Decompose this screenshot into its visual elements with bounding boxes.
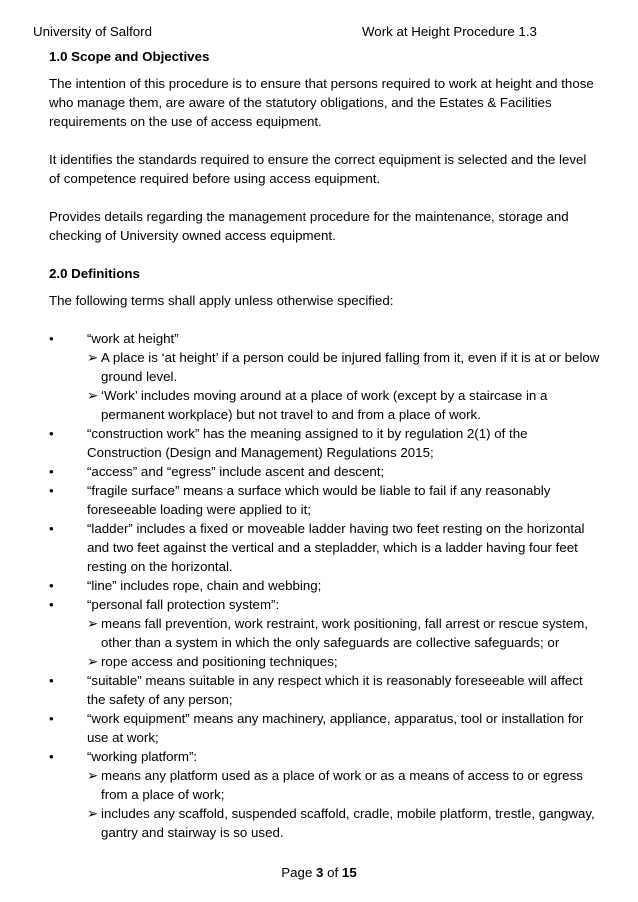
section-1-heading: 1.0 Scope and Objectives (49, 49, 210, 64)
definitions-list (49, 329, 601, 842)
bullet-icon: • (49, 521, 54, 536)
bullet-icon: • (49, 749, 54, 764)
arrow-bullet-icon: ➢ (87, 350, 99, 365)
section-2-intro: The following terms shall apply unless otherwise specified: (49, 293, 394, 308)
sub-definition-item (87, 386, 601, 424)
sub-definition-item (87, 348, 601, 386)
arrow-bullet-icon: ➢ (87, 768, 99, 783)
sub-definition-text: ‘Work’ includes moving around at a place of work (except by a staircase in a permanent workplace) but not travel to and from a place of work. (101, 388, 548, 422)
sub-definition-text: rope access and positioning techniques; (101, 654, 338, 669)
sub-definition-text: includes any scaffold, suspended scaffold, cradle, mobile platform, trestle, gangway, gantry and stairway is so used. (101, 806, 595, 840)
header-document-title: Work at Height Procedure 1.3 (362, 24, 537, 39)
definition-text: “ladder” includes a fixed or moveable ladder having two feet resting on the horizontal and two feet against the vertical and a stepladder, which is a ladder having four feet resting on the horizontal. (87, 521, 585, 574)
definition-item (49, 595, 601, 671)
definition-item (49, 709, 601, 747)
sub-definition-item (87, 614, 601, 652)
sub-definition-text: A place is ‘at height’ if a person could be injured falling from it, even if it is at or below ground level. (101, 350, 600, 384)
bullet-icon: • (49, 711, 54, 726)
footer-prefix: Page (281, 865, 317, 880)
definition-text: “fragile surface” means a surface which would be liable to fail if any reasonably foreseeable loading were applied to it; (87, 483, 551, 517)
definition-text: “access” and “egress” include ascent and descent; (87, 464, 385, 479)
bullet-icon: • (49, 331, 54, 346)
total-page-count: 15 (341, 865, 357, 880)
definition-item (49, 481, 601, 519)
definition-text: “suitable” means suitable in any respect which it is reasonably foreseeable will affect the safety of any person; (87, 673, 583, 707)
definition-text: “work equipment” means any machinery, appliance, apparatus, tool or installation for use at work; (87, 711, 584, 745)
sub-definition-list (87, 766, 601, 842)
arrow-bullet-icon: ➢ (87, 654, 99, 669)
arrow-bullet-icon: ➢ (87, 388, 99, 403)
definition-item (49, 329, 601, 424)
arrow-bullet-icon: ➢ (87, 616, 99, 631)
definition-item (49, 576, 601, 595)
arrow-bullet-icon: ➢ (87, 806, 99, 821)
definition-item (49, 671, 601, 709)
sub-definition-list (87, 614, 601, 671)
bullet-icon: • (49, 464, 54, 479)
bullet-icon: • (49, 673, 54, 688)
definition-item (49, 424, 601, 462)
bullet-icon: • (49, 426, 54, 441)
definition-item (49, 747, 601, 842)
page-content (49, 47, 601, 842)
sub-definition-item (87, 804, 601, 842)
definition-text: “personal fall protection system”: (87, 597, 280, 612)
bullet-icon: • (49, 483, 54, 498)
definition-text: “work at height” (87, 331, 179, 346)
sub-definition-item (87, 652, 601, 671)
bullet-icon: • (49, 597, 54, 612)
current-page-number: 3 (316, 865, 324, 880)
sub-definition-list (87, 348, 601, 424)
section-1-paragraph-2: It identifies the standards required to ensure the correct equipment is selected and the level of competence required before using access equipment. (49, 152, 587, 186)
section-2-heading: 2.0 Definitions (49, 266, 140, 281)
sub-definition-text: means any platform used as a place of work or as a means of access to or egress from a place of work; (101, 768, 583, 802)
bullet-icon: • (49, 578, 54, 593)
definition-item (49, 519, 601, 576)
section-1-paragraph-1: The intention of this procedure is to ensure that persons required to work at height and those who manage them, are aware of the statutory obligations, and the Estates & Facilities requirements on the use of access equipment. (49, 76, 594, 129)
definition-text: “line” includes rope, chain and webbing; (87, 578, 322, 593)
definition-text: “working platform”: (87, 749, 198, 764)
section-1-paragraph-3: Provides details regarding the management procedure for the maintenance, storage and checking of University owned access equipment. (49, 209, 569, 243)
sub-definition-text: means fall prevention, work restraint, work positioning, fall arrest or rescue system, other than a system in which the only safeguards are collective safeguards; or (101, 616, 589, 650)
definition-item (49, 462, 601, 481)
header-institution: University of Salford (33, 24, 152, 39)
footer-of: of (323, 865, 342, 880)
page-footer (0, 865, 638, 880)
definition-text: “construction work” has the meaning assigned to it by regulation 2(1) of the Construction (Design and Management) Regulations 2015; (87, 426, 528, 460)
sub-definition-item (87, 766, 601, 804)
